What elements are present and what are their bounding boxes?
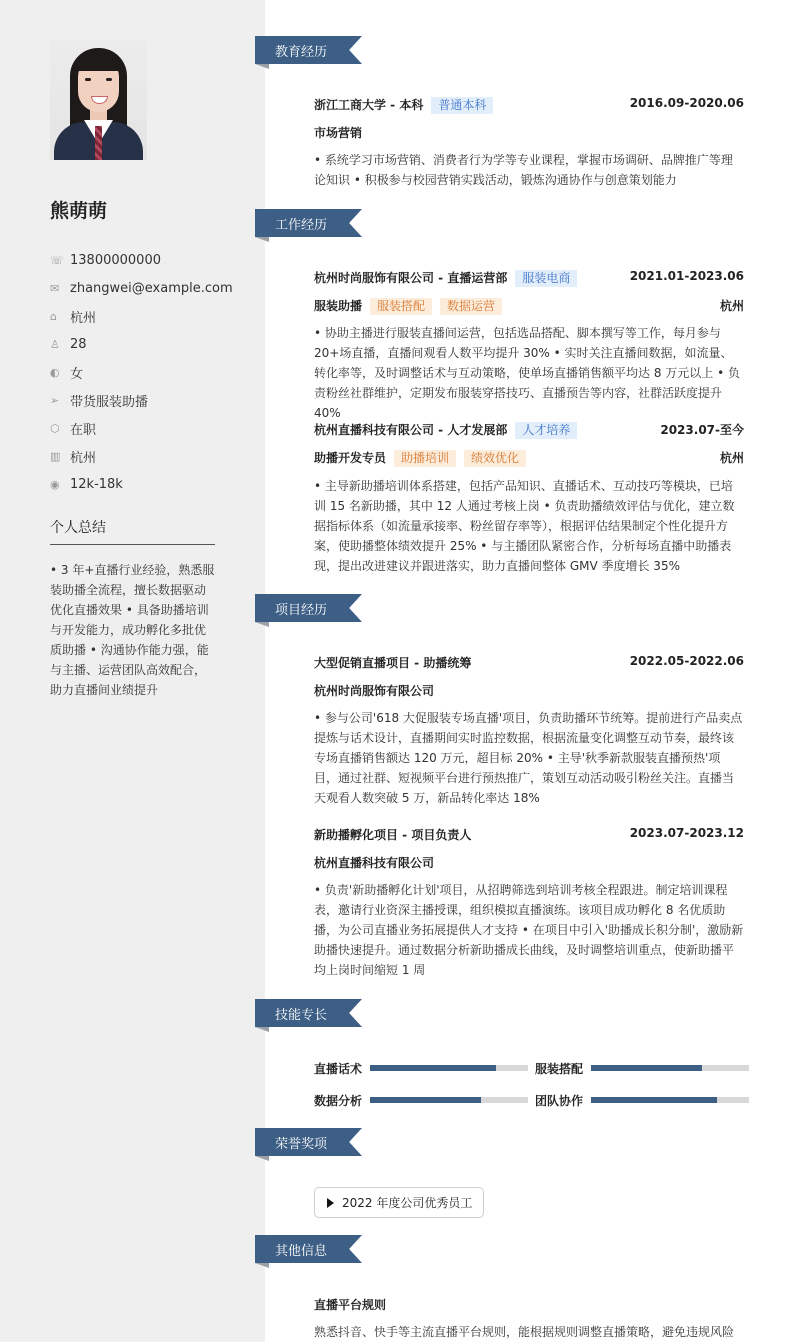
project-company: 杭州时尚服饰有限公司 <box>314 684 435 698</box>
work-desc: • 主导新助播培训体系搭建，包括产品知识、直播话术、互动技巧等模块，已培训 15 名新助播，其中 12 人通过考核上岗 • 负责助播绩效评估与优化，建立数据指标体系（如流量承接率、粉丝留存率等），根据评估结果制定个性化提升方案，使助播整体绩效提升 25% • 与主播团队紧密合作，分析每场直播中助播表现，提出改进建议并跟进落实，助力直播间整体 GMV 季度增长 35% <box>314 479 735 573</box>
section-header-skills <box>255 999 362 1027</box>
section-title: 技能专长 <box>275 1008 328 1023</box>
project-name: 新助播孵化项目 - 项目负责人 <box>314 828 472 842</box>
project-date: 2022.05-2022.06 <box>629 654 744 668</box>
section-header-project <box>255 594 362 622</box>
school-name: 浙江工商大学 - 本科 <box>314 98 424 112</box>
info-status <box>50 414 233 442</box>
work-city: 杭州 <box>719 299 744 313</box>
section-title: 荣誉奖项 <box>275 1137 328 1152</box>
work-date: 2021.01-2023.06 <box>629 269 744 283</box>
info-value: 28 <box>70 336 87 352</box>
summary-divider <box>50 544 215 545</box>
role-name: 助播开发专员 <box>314 451 387 465</box>
sidebar <box>0 0 265 1342</box>
section-title: 教育经历 <box>275 45 328 60</box>
phone-icon: ☏ <box>50 253 64 267</box>
industry-tag: 人才培养 <box>515 422 577 439</box>
summary-text: • 3 年+直播行业经验，熟悉服装助播全流程，擅长数据驱动优化直播效果 • 具备助播培训与开发能力，成功孵化多批优质助播 • 沟通协作能力强，能与主播、运营团队高效配合，助力直播间业绩提升 <box>50 563 215 697</box>
skill-tag: 助播培训 <box>394 450 456 467</box>
info-target-job <box>50 386 233 414</box>
skill-bar-fill <box>370 1065 496 1071</box>
skill-bar-fill <box>370 1097 481 1103</box>
profile-photo <box>50 40 147 160</box>
skill-bar-fill <box>591 1065 702 1071</box>
info-value: 女 <box>70 366 84 382</box>
education-date: 2016.09-2020.06 <box>629 96 744 110</box>
email-icon: ✉ <box>50 281 60 295</box>
role-name: 服装助播 <box>314 299 363 313</box>
info-value: zhangwei@example.com <box>70 280 233 296</box>
skill-name: 数据分析 <box>314 1094 363 1108</box>
salary-icon: ◉ <box>50 477 60 491</box>
skill-tag: 绩效优化 <box>464 450 526 467</box>
work-company <box>314 269 577 287</box>
project-desc: • 负责'新助播孵化计划'项目，从招聘筛选到培训考核全程跟进。制定培训课程表，邀请行业资深主播授课，组织模拟直播演练。该项目成功孵化 8 名优质助播，为公司直播业务拓展提供人才支持 • 在项目中引入'助播成长积分制'，激励新助播快速提升。通过数据分析新助播成长曲线，及时调整培训重点，使新助播平均上岗时间缩短 1 周 <box>314 883 744 977</box>
skill-tag: 数据运营 <box>440 298 502 315</box>
target-job-icon: ➢ <box>50 393 60 407</box>
info-value: 12k-18k <box>70 476 123 492</box>
section-title: 工作经历 <box>275 218 328 233</box>
age-icon: ♙ <box>50 337 60 351</box>
home-icon: ⌂ <box>50 309 57 323</box>
education-school <box>314 96 493 114</box>
project-company: 杭州直播科技有限公司 <box>314 856 435 870</box>
city-icon: ▥ <box>50 449 61 463</box>
skill-bar <box>370 1065 528 1071</box>
info-email <box>50 274 233 302</box>
degree-tag: 普通本科 <box>431 97 493 114</box>
info-phone <box>50 246 233 274</box>
section-header-other <box>255 1235 362 1263</box>
skill-name: 服装搭配 <box>535 1062 584 1076</box>
personal-info-list <box>50 246 233 498</box>
project-name: 大型促销直播项目 - 助播统筹 <box>314 656 472 670</box>
award-label: 2022 年度公司优秀员工 <box>342 1196 473 1210</box>
summary-title: 个人总结 <box>50 520 106 536</box>
gender-icon: ◐ <box>50 365 60 379</box>
company-name: 杭州时尚服饰有限公司 - 直播运营部 <box>314 271 508 285</box>
work-company <box>314 421 577 439</box>
info-age <box>50 330 233 358</box>
info-salary <box>50 470 233 498</box>
education-desc: • 系统学习市场营销、消费者行为学等专业课程，掌握市场调研、品牌推广等理论知识 • 积极参与校园营销实践活动，锻炼沟通协作与创意策划能力 <box>314 153 733 187</box>
skill-bar <box>591 1065 749 1071</box>
company-name: 杭州直播科技有限公司 - 人才发展部 <box>314 423 508 437</box>
work-role <box>314 297 502 315</box>
skill-bar-fill <box>591 1097 717 1103</box>
info-value: 杭州 <box>70 310 97 326</box>
section-header-education <box>255 36 362 64</box>
industry-tag: 服装电商 <box>515 270 577 287</box>
project-desc: • 参与公司'618 大促服装专场直播'项目，负责助播环节统筹。提前进行产品卖点提炼与话术设计，直播期间实时监控数据，根据流量变化调整互动节奏，最终该专场直播销售额达 120 万元，超目标 20% • 主导'秋季新款服装直播预热'项目，通过社群、短视频平台进行预热推广，策划互动活动吸引粉丝关注。直播当天观看人数突破 5 万，新品转化率达 18% <box>314 711 743 805</box>
info-gender <box>50 358 233 386</box>
info-value: 带货服装助播 <box>70 394 149 410</box>
skill-bar <box>370 1097 528 1103</box>
section-title: 项目经历 <box>275 603 328 618</box>
work-desc: • 协助主播进行服装直播间运营，包括选品搭配、脚本撰写等工作，每月参与 20+场直播，直播间观看人数平均提升 30% • 实时关注直播间数据，如流量、转化率等，及时调整话术与互动策略，使单场直播销售额平均达 8 万元以上 • 负责粉丝社群维护，定期发布服装穿搭技巧、直播预告等内容，社群活跃度提升 40% <box>314 326 740 420</box>
play-icon <box>327 1198 334 1208</box>
skill-tag: 服装搭配 <box>370 298 432 315</box>
info-target-city <box>50 442 233 470</box>
skill-name: 直播话术 <box>314 1062 363 1076</box>
award-item <box>314 1187 484 1218</box>
info-value: 杭州 <box>70 450 97 466</box>
work-date: 2023.07-至今 <box>660 423 744 437</box>
skill-name: 团队协作 <box>535 1094 584 1108</box>
info-residence <box>50 302 233 330</box>
other-desc: 熟悉抖音、快手等主流直播平台规则，能根据规则调整直播策略，避免违规风险 <box>314 1325 735 1339</box>
candidate-name: 熊萌萌 <box>50 200 108 222</box>
work-city: 杭州 <box>719 451 744 465</box>
section-header-awards <box>255 1128 362 1156</box>
work-role <box>314 449 526 467</box>
education-major: 市场营销 <box>314 126 363 140</box>
status-icon: ⬡ <box>50 421 60 435</box>
info-value: 在职 <box>70 422 97 438</box>
section-header-work <box>255 209 362 237</box>
info-value: 13800000000 <box>70 252 161 268</box>
other-title: 直播平台规则 <box>314 1298 387 1312</box>
project-date: 2023.07-2023.12 <box>629 826 744 840</box>
section-title: 其他信息 <box>275 1244 328 1259</box>
skill-bar <box>591 1097 749 1103</box>
